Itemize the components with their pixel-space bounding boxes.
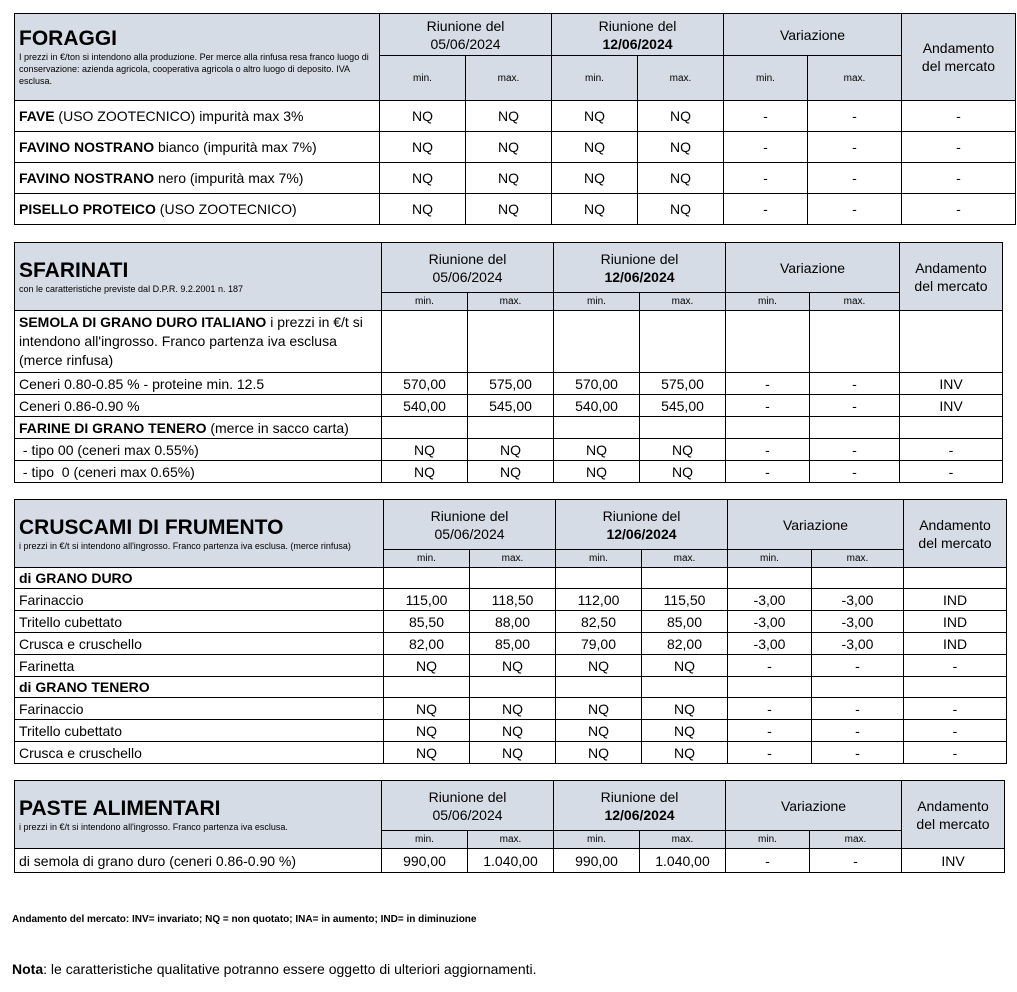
cell-var-max: -3,00 [812, 611, 904, 633]
cell-var-max: - [810, 849, 902, 873]
cell-min-2: NQ [552, 194, 638, 225]
cell-min-2: 540,00 [554, 395, 640, 417]
semola-group-label: SEMOLA DI GRANO DURO ITALIANO i prezzi in €/t si intendono all'ingrosso. Franco partenza iva esclusa (merce rinfusa) [15, 311, 382, 373]
row-label: di semola di grano duro (ceneri 0.86-0.90 %) [15, 849, 382, 873]
row-label: Tritello cubettato [15, 720, 384, 742]
cell-trend: - [904, 742, 1007, 764]
cell-var-min: - [728, 720, 812, 742]
row-label: Ceneri 0.80-0.85 % - proteine min. 12.5 [15, 373, 382, 395]
footnote: Nota: le caratteristiche qualitative potranno essere oggetto di ulteriori aggiornamenti. [12, 961, 537, 977]
table-row [15, 163, 1016, 194]
table-row [15, 611, 1007, 633]
row-label: Crusca e cruschello [15, 633, 384, 655]
cell-max-1: NQ [470, 742, 556, 764]
cell-min-1: 115,00 [384, 589, 470, 611]
market-trend-header: Andamento del mercato [902, 781, 1005, 849]
max-header: max. [808, 56, 902, 101]
cell-min-2: 79,00 [556, 633, 642, 655]
section-header-paste [15, 781, 382, 849]
row-label: FAVE (USO ZOOTECNICO) impurità max 3% [15, 101, 380, 132]
cell-var-min: - [726, 373, 810, 395]
cell-max-2: NQ [640, 439, 726, 461]
table-row [15, 373, 1003, 395]
market-trend-header: Andamento del mercato [900, 243, 1003, 311]
group-label-grano-tenero: di GRANO TENERO [15, 677, 384, 698]
cell-trend: - [904, 720, 1007, 742]
min-header: min. [552, 56, 638, 101]
row-label: - tipo 00 (ceneri max 0.55%) [15, 439, 382, 461]
section-subtitle: i prezzi in €/t si intendono all'ingrosso. Franco partenza iva esclusa. [19, 821, 288, 832]
meeting-2-header: Riunione del 12/06/2024 [552, 14, 724, 56]
variation-header: Variazione [726, 781, 902, 831]
cell-var-min: - [724, 194, 808, 225]
meeting-1-header: Riunione del 05/06/2024 [384, 500, 556, 550]
cell-var-max: - [810, 373, 900, 395]
max-header: max. [812, 550, 904, 568]
cell-max-1: NQ [468, 461, 554, 483]
cell-trend: INV [900, 373, 1003, 395]
cell-var-min: -3,00 [728, 633, 812, 655]
section-header-cruscami [15, 500, 384, 568]
min-header: min. [556, 550, 642, 568]
cell-trend: - [900, 461, 1003, 483]
market-trend-header: Andamento del mercato [904, 500, 1007, 568]
section-subtitle: con le caratteristiche previste dal D.P.R. 9.2.2001 n. 187 [19, 283, 243, 294]
max-header: max. [810, 293, 900, 311]
cell-min-1: 990,00 [382, 849, 468, 873]
max-header: max. [640, 831, 726, 849]
row-label: - tipo 0 (ceneri max 0.65%) [15, 461, 382, 483]
max-header: max. [468, 831, 554, 849]
cell-var-min: -3,00 [728, 611, 812, 633]
cell-max-2: NQ [640, 461, 726, 483]
cell-var-min: - [728, 698, 812, 720]
cell-var-min: - [724, 132, 808, 163]
cell-max-1: NQ [470, 655, 556, 677]
cell-trend: - [902, 194, 1016, 225]
cell-trend: - [902, 163, 1016, 194]
cell-var-min: - [726, 395, 810, 417]
cell-var-max: - [810, 439, 900, 461]
cell-min-1: NQ [382, 439, 468, 461]
cell-min-1: NQ [380, 194, 466, 225]
cell-var-min: - [724, 101, 808, 132]
cell-min-2: NQ [556, 655, 642, 677]
section-subtitle: i prezzi in €/t si intendono all'ingrosso. Franco partenza iva esclusa. (merce rinfusa) [19, 540, 351, 551]
cell-min-1: 540,00 [382, 395, 468, 417]
variation-header: Variazione [724, 14, 902, 56]
min-header: min. [554, 831, 640, 849]
min-header: min. [724, 56, 808, 101]
table-row [15, 589, 1007, 611]
max-header: max. [642, 550, 728, 568]
section-header-foraggi [15, 14, 380, 101]
cell-max-2: NQ [638, 194, 724, 225]
section-subtitle: I prezzi in €/ton si intendono alla produzione. Per merce alla rinfusa resa franco luogo di conservazione: azienda agricola, cooperativa agricola o altro luogo di deposito. IVA esclusa. [19, 52, 369, 86]
section-title: CRUSCAMI DI FRUMENTO [19, 515, 284, 539]
cell-max-1: NQ [466, 132, 552, 163]
table-row [15, 101, 1016, 132]
row-label: Farinaccio [15, 698, 384, 720]
row-label: PISELLO PROTEICO (USO ZOOTECNICO) [15, 194, 380, 225]
cell-min-1: NQ [382, 461, 468, 483]
cell-trend: - [902, 101, 1016, 132]
cell-var-max: - [810, 461, 900, 483]
cell-max-2: 85,00 [642, 611, 728, 633]
cell-trend: - [904, 655, 1007, 677]
row-label: Farinaccio [15, 589, 384, 611]
cell-var-max: - [808, 101, 902, 132]
cell-max-2: NQ [642, 655, 728, 677]
cell-min-1: NQ [380, 163, 466, 194]
group-label-grano-duro: di GRANO DURO [15, 568, 384, 589]
cell-trend: IND [904, 589, 1007, 611]
variation-header: Variazione [726, 243, 900, 293]
min-header: min. [380, 56, 466, 101]
farine-group-label: FARINE DI GRANO TENERO (merce in sacco carta) [15, 417, 382, 439]
row-label: Crusca e cruschello [15, 742, 384, 764]
cell-var-min: - [724, 163, 808, 194]
row-label: Ceneri 0.86-0.90 % [15, 395, 382, 417]
max-header: max. [638, 56, 724, 101]
cell-trend: - [902, 132, 1016, 163]
cell-var-max: - [808, 194, 902, 225]
cell-trend: IND [904, 611, 1007, 633]
variation-header: Variazione [728, 500, 904, 550]
sfarinati-table [14, 242, 1003, 483]
cell-min-1: NQ [384, 742, 470, 764]
cell-max-2: NQ [642, 720, 728, 742]
row-label: FAVINO NOSTRANO nero (impurità max 7%) [15, 163, 380, 194]
meeting-2-header: Riunione del 12/06/2024 [554, 243, 726, 293]
meeting-1-header: Riunione del 05/06/2024 [380, 14, 552, 56]
table-row [15, 395, 1003, 417]
cell-min-2: NQ [556, 742, 642, 764]
meeting-2-header: Riunione del 12/06/2024 [554, 781, 726, 831]
min-header: min. [554, 293, 640, 311]
table-row [15, 132, 1016, 163]
cell-max-1: 1.040,00 [468, 849, 554, 873]
table-row [15, 849, 1005, 873]
cell-max-2: NQ [638, 163, 724, 194]
min-header: min. [726, 293, 810, 311]
min-header: min. [384, 550, 470, 568]
cell-trend: INV [902, 849, 1005, 873]
cell-max-1: 85,00 [470, 633, 556, 655]
max-header: max. [640, 293, 726, 311]
cell-max-2: NQ [642, 742, 728, 764]
cell-var-max: - [812, 655, 904, 677]
table-row [15, 698, 1007, 720]
cell-min-1: NQ [380, 101, 466, 132]
max-header: max. [470, 550, 556, 568]
cell-max-1: 88,00 [470, 611, 556, 633]
cell-min-1: NQ [380, 132, 466, 163]
cell-min-1: NQ [384, 720, 470, 742]
meeting-2-header: Riunione del 12/06/2024 [556, 500, 728, 550]
cell-max-1: NQ [466, 101, 552, 132]
market-trend-header: Andamento del mercato [902, 14, 1016, 101]
cell-min-2: NQ [556, 698, 642, 720]
cell-var-min: - [726, 439, 810, 461]
cell-var-max: - [812, 720, 904, 742]
cell-trend: IND [904, 633, 1007, 655]
cell-var-min: - [728, 655, 812, 677]
cell-max-2: NQ [642, 698, 728, 720]
cell-min-1: NQ [384, 698, 470, 720]
table-row [15, 720, 1007, 742]
min-header: min. [728, 550, 812, 568]
cell-max-2: 1.040,00 [640, 849, 726, 873]
max-header: max. [810, 831, 902, 849]
cell-min-2: 112,00 [556, 589, 642, 611]
cell-min-2: NQ [552, 132, 638, 163]
cell-min-1: 85,50 [384, 611, 470, 633]
cell-max-1: NQ [466, 163, 552, 194]
cell-var-max: - [808, 163, 902, 194]
cell-max-2: 545,00 [640, 395, 726, 417]
cell-min-1: 570,00 [382, 373, 468, 395]
cell-var-min: - [726, 849, 810, 873]
min-header: min. [726, 831, 810, 849]
table-row [15, 194, 1016, 225]
paste-table [14, 780, 1005, 873]
cell-max-1: 545,00 [468, 395, 554, 417]
section-title: PASTE ALIMENTARI [19, 796, 221, 820]
cell-min-2: NQ [554, 439, 640, 461]
cell-trend: - [900, 439, 1003, 461]
table-row [15, 742, 1007, 764]
table-row [15, 633, 1007, 655]
row-label: FAVINO NOSTRANO bianco (impurità max 7%) [15, 132, 380, 163]
cell-var-min: - [726, 461, 810, 483]
cell-var-min: - [728, 742, 812, 764]
cell-trend: - [904, 698, 1007, 720]
cell-max-2: 115,50 [642, 589, 728, 611]
cruscami-table [14, 499, 1007, 764]
section-title: SFARINATI [19, 258, 129, 282]
cell-var-max: -3,00 [812, 633, 904, 655]
cell-min-2: 570,00 [554, 373, 640, 395]
cell-max-1: NQ [466, 194, 552, 225]
cell-max-1: 575,00 [468, 373, 554, 395]
min-header: min. [382, 293, 468, 311]
row-label: Tritello cubettato [15, 611, 384, 633]
cell-var-max: - [808, 132, 902, 163]
cell-trend: INV [900, 395, 1003, 417]
max-header: max. [468, 293, 554, 311]
cell-var-max: - [812, 698, 904, 720]
cell-var-min: -3,00 [728, 589, 812, 611]
cell-max-2: 82,00 [642, 633, 728, 655]
max-header: max. [466, 56, 552, 101]
table-row [15, 655, 1007, 677]
cell-max-1: 118,50 [470, 589, 556, 611]
cell-min-1: NQ [384, 655, 470, 677]
cell-max-2: 575,00 [640, 373, 726, 395]
cell-max-1: NQ [470, 698, 556, 720]
cell-min-1: 82,00 [384, 633, 470, 655]
cell-min-2: NQ [556, 720, 642, 742]
row-label: Farinetta [15, 655, 384, 677]
table-row [15, 461, 1003, 483]
cell-var-max: -3,00 [812, 589, 904, 611]
market-legend: Andamento del mercato: INV= invariato; NQ = non quotato; INA= in aumento; IND= in diminuzione [12, 914, 477, 925]
foraggi-table [14, 13, 1016, 225]
cell-max-1: NQ [468, 439, 554, 461]
cell-min-2: 990,00 [554, 849, 640, 873]
cell-max-2: NQ [638, 132, 724, 163]
cell-min-2: NQ [552, 101, 638, 132]
min-header: min. [382, 831, 468, 849]
section-header-sfarinati [15, 243, 382, 311]
cell-max-2: NQ [638, 101, 724, 132]
cell-min-2: 82,50 [556, 611, 642, 633]
meeting-1-header: Riunione del 05/06/2024 [382, 243, 554, 293]
cell-var-max: - [810, 395, 900, 417]
cell-min-2: NQ [552, 163, 638, 194]
cell-min-2: NQ [554, 461, 640, 483]
meeting-1-header: Riunione del 05/06/2024 [382, 781, 554, 831]
table-row [15, 439, 1003, 461]
section-title: FORAGGI [19, 27, 117, 50]
cell-max-1: NQ [470, 720, 556, 742]
cell-var-max: - [812, 742, 904, 764]
